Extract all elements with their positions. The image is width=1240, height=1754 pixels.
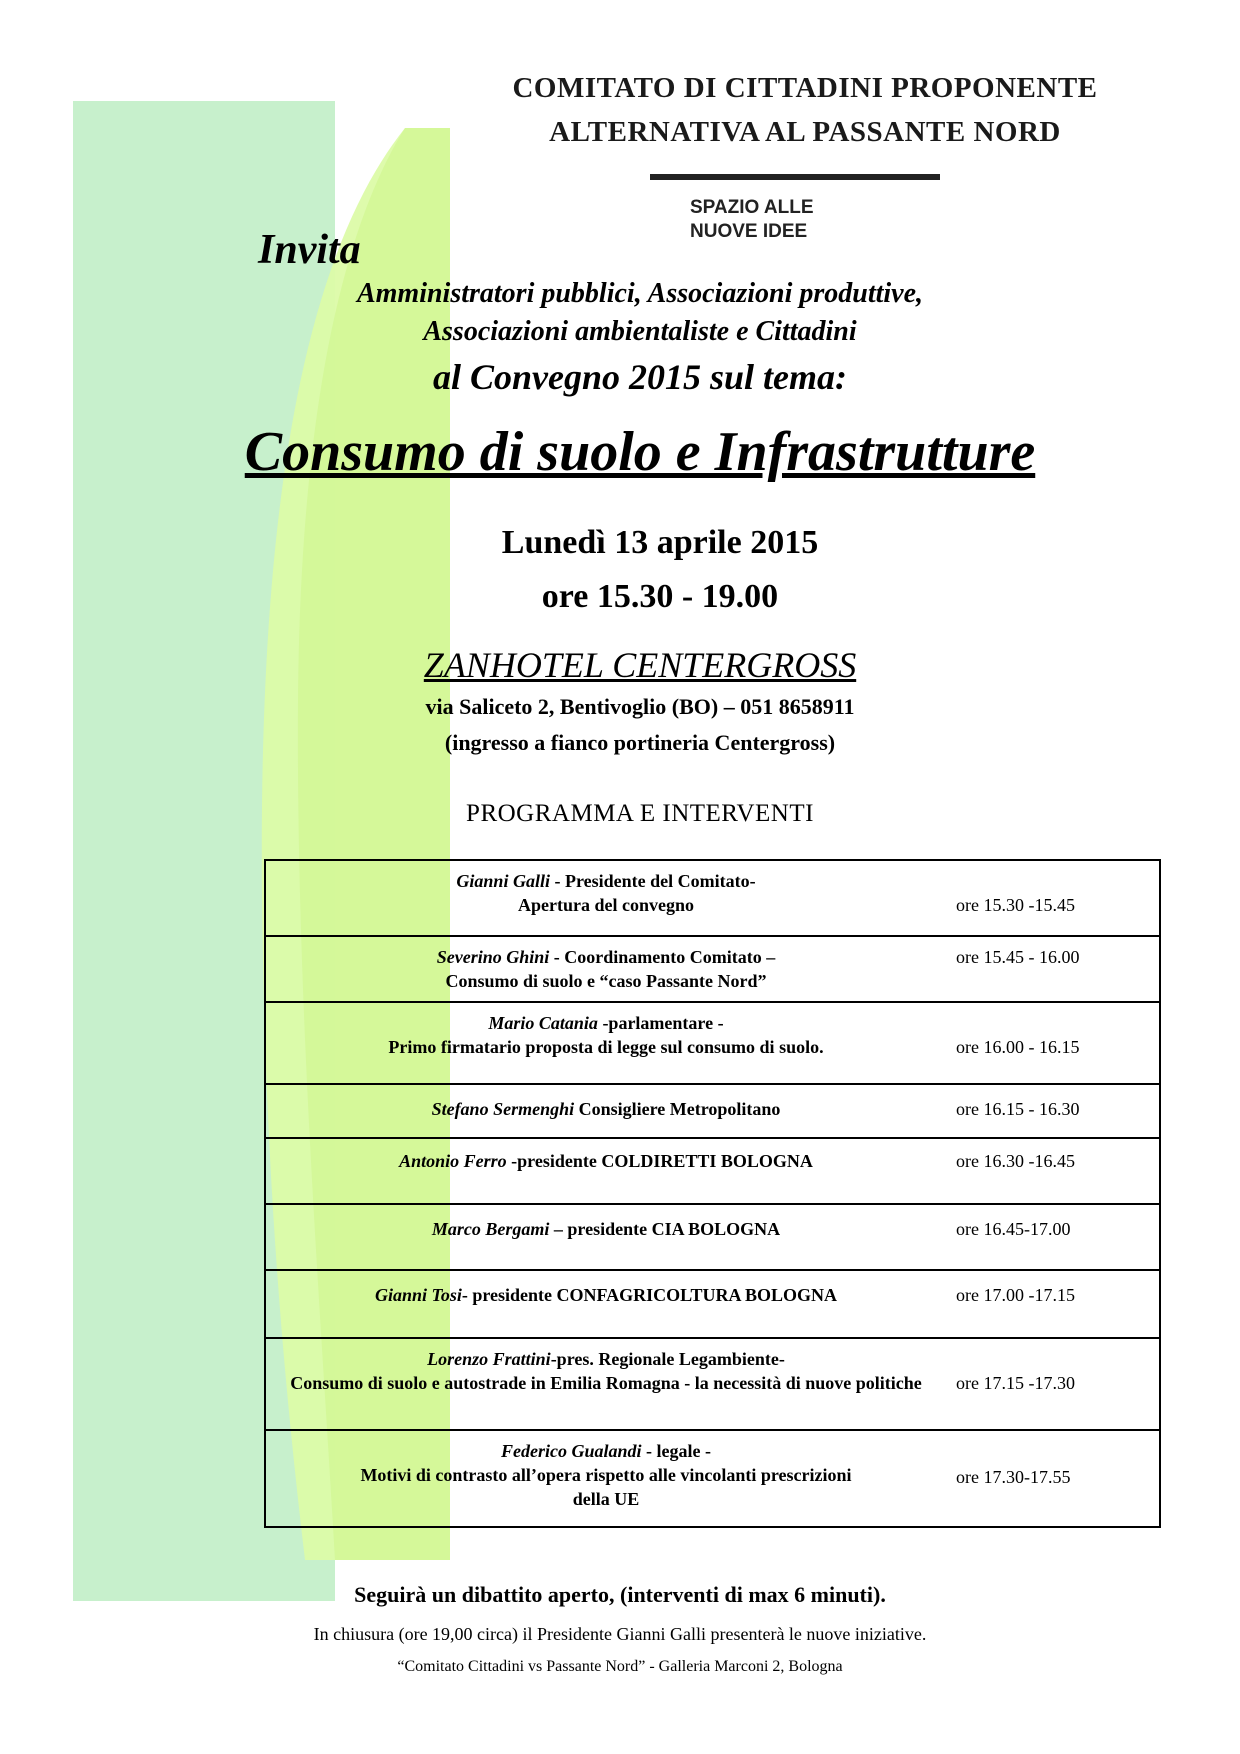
organization-name-line2: ALTERNATIVA AL PASSANTE NORD	[549, 116, 1061, 148]
speaker-role: - presidente CONFAGRICOLTURA BOLOGNA	[461, 1285, 838, 1305]
invita-heading: Invita	[258, 227, 361, 273]
speaker-name: Gianni Galli	[456, 871, 550, 891]
talk-time: ore 17.15 -17.30	[956, 1373, 1075, 1393]
speaker-name: Marco Bergami	[431, 1219, 550, 1239]
program-row	[266, 861, 1159, 935]
program-title: PROGRAMMA E INTERVENTI	[466, 800, 814, 827]
invitees-line2: Associazioni ambientaliste e Cittadini	[423, 316, 857, 347]
speaker-name: Lorenzo Frattini	[427, 1349, 551, 1369]
slogan-line2: NUOVE IDEE	[690, 221, 808, 242]
event-date: Lunedì 13 aprile 2015	[501, 524, 819, 561]
program-row	[266, 1429, 1159, 1526]
talk-time: ore 16.30 -16.45	[956, 1151, 1075, 1171]
organization-name-line1: COMITATO DI CITTADINI PROPONENTE	[512, 72, 1098, 104]
speaker-role: - legale -	[641, 1441, 711, 1461]
invitees-line1: Amministratori pubblici, Associazioni produttive,	[356, 278, 924, 309]
program-row	[266, 935, 1159, 1001]
speaker-role: Consigliere Metropolitano	[574, 1099, 781, 1119]
talk-time: ore 16.15 - 16.30	[956, 1099, 1080, 1119]
talk-time: ore 16.00 - 16.15	[956, 1037, 1080, 1057]
program-table	[264, 859, 1161, 1528]
talk-time: ore 17.30-17.55	[956, 1467, 1071, 1487]
slogan	[690, 196, 890, 244]
talk-description: Apertura del convegno	[518, 895, 694, 915]
talk-description: Motivi di contrasto all’opera rispetto alle vincolanti prescrizioni della UE	[360, 1465, 852, 1509]
header-divider	[650, 174, 940, 180]
program-row	[266, 1269, 1159, 1337]
program-row	[266, 1083, 1159, 1137]
talk-description: Consumo di suolo e “caso Passante Nord”	[445, 971, 767, 991]
speaker-name: Gianni Tosi	[374, 1285, 462, 1305]
event-title: Consumo di suolo e Infrastrutture	[244, 421, 1036, 483]
program-row	[266, 1203, 1159, 1269]
speaker-name: Severino Ghini	[436, 947, 550, 967]
talk-time: ore 15.45 - 16.00	[956, 947, 1080, 967]
program-row	[266, 1001, 1159, 1083]
venue-address: via Saliceto 2, Bentivoglio (BO) – 051 8658911	[425, 694, 855, 719]
convention-intro: al Convegno 2015 sul tema:	[432, 357, 848, 397]
speaker-role: - Coordinamento Comitato –	[549, 947, 776, 967]
program-row	[266, 1337, 1159, 1429]
talk-description: Consumo di suolo e autostrade in Emilia Romagna - la necessità di nuove politiche	[290, 1373, 922, 1393]
speaker-name: Antonio Ferro	[399, 1151, 507, 1171]
speaker-role: -pres. Regionale Legambiente-	[550, 1349, 785, 1369]
talk-time: ore 16.45-17.00	[956, 1219, 1071, 1239]
speaker-name: Federico Gualandi	[501, 1441, 642, 1461]
speaker-role: - Presidente del Comitato-	[549, 871, 756, 891]
slogan-line1: SPAZIO ALLE	[690, 197, 814, 218]
speaker-role: -parlamentare -	[597, 1013, 724, 1033]
talk-time: ore 17.00 -17.15	[956, 1285, 1075, 1305]
event-time: ore 15.30 - 19.00	[541, 578, 779, 615]
contact-line: “Comitato Cittadini vs Passante Nord” - Galleria Marconi 2, Bologna	[397, 1658, 843, 1675]
speaker-name: Stefano Sermenghi	[431, 1099, 575, 1119]
debate-note: Seguirà un dibattito aperto, (interventi di max 6 minuti).	[354, 1582, 886, 1607]
venue-entrance-note: (ingresso a fianco portineria Centergross)	[444, 730, 836, 755]
closing-note: In chiusura (ore 19,00 circa) il Presidente Gianni Galli presenterà le nuove iniziative.	[313, 1624, 927, 1644]
speaker-role: – presidente CIA BOLOGNA	[549, 1219, 781, 1239]
speaker-role: -presidente COLDIRETTI BOLOGNA	[506, 1151, 813, 1171]
talk-description: Primo firmatario proposta di legge sul consumo di suolo.	[388, 1037, 824, 1057]
program-row	[266, 1137, 1159, 1203]
event-venue: ZANHOTEL CENTERGROSS	[423, 645, 857, 685]
speaker-name: Mario Catania	[488, 1013, 598, 1033]
talk-time: ore 15.30 -15.45	[956, 895, 1075, 915]
